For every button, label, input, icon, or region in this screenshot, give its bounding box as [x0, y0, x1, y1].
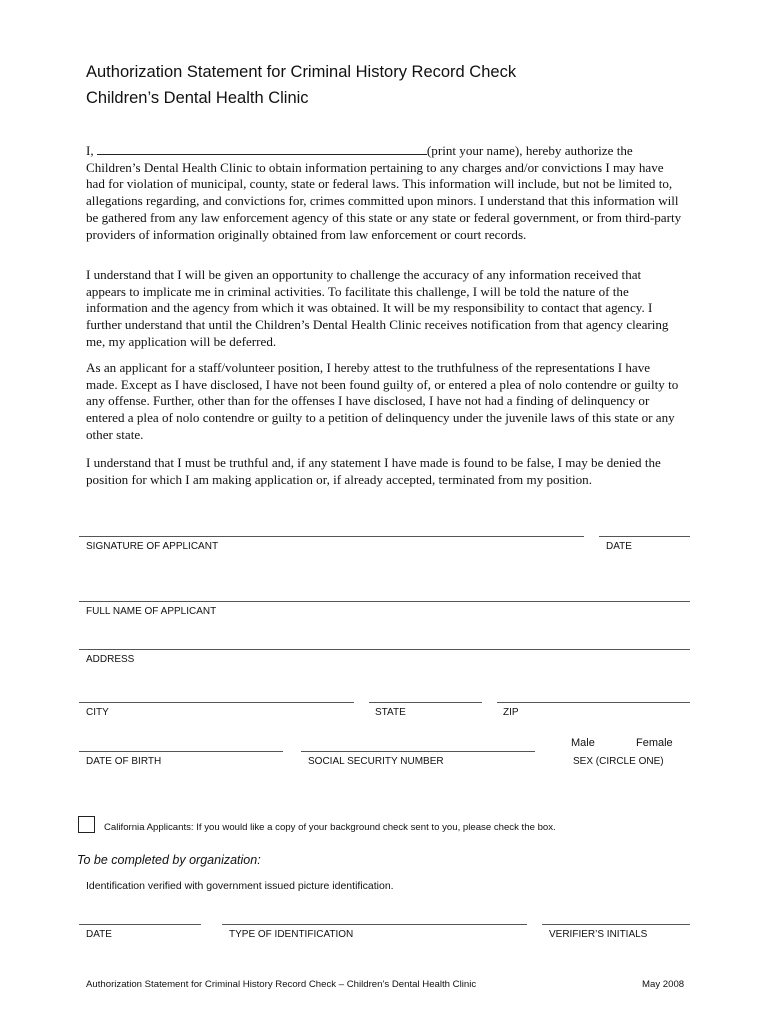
zip-label: ZIP: [503, 707, 519, 718]
attestation-paragraph: As an applicant for a staff/volunteer position, I hereby attest to the truthfulness of the representations I have made. Except as I have disclosed, I have not been found guilty of, or entered a plea of nolo contendre or guilty to any offense. Further, other than for the offenses I have disclosed, I have not had a finding of delinquency or entered a plea of nolo contendre or guilty to a petition of delinquency under the juvenile laws of this state or any other state.: [86, 360, 679, 442]
authorization-paragraph: [86, 142, 684, 243]
truthfulness-paragraph: I understand that I must be truthful and, if any statement I have made is found to be false, I may be denied the position for which I am making application or, if already accepted, terminated from my position.: [86, 455, 661, 487]
city-line[interactable]: [79, 702, 354, 703]
id-type-label: TYPE OF IDENTIFICATION: [229, 929, 354, 940]
full-name-label: FULL NAME OF APPLICANT: [86, 606, 217, 617]
dob-label: DATE OF BIRTH: [86, 756, 162, 767]
date-line[interactable]: [599, 536, 690, 537]
address-line[interactable]: [79, 649, 690, 650]
paragraph-text: (print your name), hereby authorize the Children’s Dental Health Clinic to obtain information pertaining to any charges and/or convictions I may have had for violation of municipal, county, state or federal laws. This information will include, but not be limited to, allegations regarding, and convictions for, crimes committed upon minors. I understand that this information will be gathered from any law enforcement agency of this state or any state or federal government, or from third-party providers of information originally obtained from law enforcement or court records.: [86, 143, 682, 242]
address-label: ADDRESS: [86, 654, 135, 665]
id-type-line[interactable]: [222, 924, 527, 925]
full-name-line[interactable]: [79, 601, 690, 602]
state-label: STATE: [375, 707, 406, 718]
sex-option-male[interactable]: Male: [571, 737, 595, 749]
city-label: CITY: [86, 707, 109, 718]
print-name-blank[interactable]: [97, 142, 427, 155]
org-date-line[interactable]: [79, 924, 201, 925]
ssn-line[interactable]: [301, 751, 535, 752]
ssn-label: SOCIAL SECURITY NUMBER: [308, 756, 444, 767]
signature-label: SIGNATURE OF APPLICANT: [86, 541, 219, 552]
zip-line[interactable]: [497, 702, 690, 703]
verifier-initials-line[interactable]: [542, 924, 690, 925]
footer-text: Authorization Statement for Criminal History Record Check – Children’s Dental Health Clinic: [86, 979, 477, 990]
form-subtitle: Children’s Dental Health Clinic: [86, 89, 309, 107]
verifier-initials-label: VERIFIER’S INITIALS: [549, 929, 648, 940]
sex-option-female[interactable]: Female: [636, 737, 673, 749]
paragraph-lead: I,: [86, 143, 97, 158]
dob-line[interactable]: [79, 751, 283, 752]
signature-line[interactable]: [79, 536, 584, 537]
org-date-label: DATE: [86, 929, 112, 940]
sex-label: SEX (CIRCLE ONE): [573, 756, 664, 767]
date-label: DATE: [606, 541, 632, 552]
footer-date: May 2008: [642, 979, 685, 990]
california-checkbox-label: California Applicants: If you would like a copy of your background check sent to you, please check the box.: [104, 822, 556, 833]
organization-section-heading: To be completed by organization:: [77, 853, 261, 867]
id-verified-note: Identification verified with government issued picture identification.: [86, 880, 394, 892]
challenge-paragraph: I understand that I will be given an opportunity to challenge the accuracy of any information received that appears to implicate me in criminal activities. To facilitate this challenge, I will be told the nature of the information and the agency from which it was obtained. It will be my responsibility to contact that agency. I further understand that until the Children’s Dental Health Clinic receives notification from that agency clearing me, my application will be deferred.: [86, 267, 669, 349]
state-line[interactable]: [369, 702, 482, 703]
form-title: Authorization Statement for Criminal History Record Check: [86, 63, 517, 81]
california-copy-checkbox[interactable]: [78, 816, 95, 833]
